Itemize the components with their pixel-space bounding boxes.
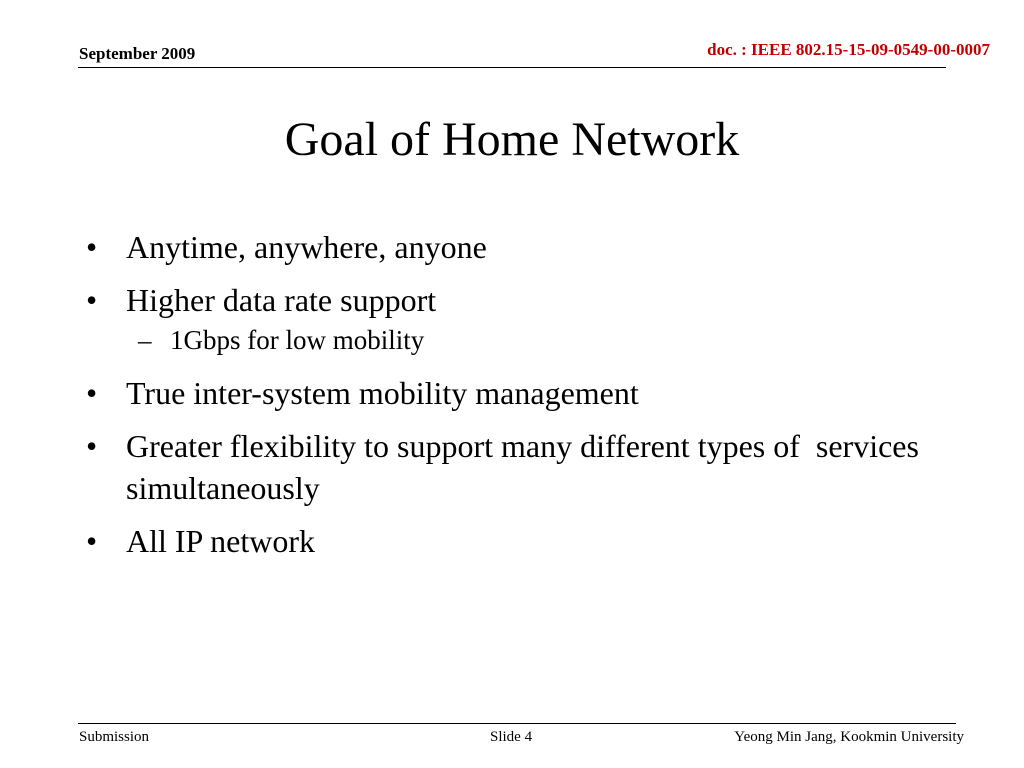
bullet-text: True inter-system mobility management	[126, 375, 639, 411]
bullet-item	[86, 372, 946, 414]
footer-author: Yeong Min Jang, Kookmin University	[734, 729, 964, 745]
slide-title: Goal of Home Network	[284, 113, 740, 166]
bullet-item	[86, 226, 946, 268]
dash-marker: –	[138, 325, 152, 355]
sub-bullet-text: 1Gbps for low mobility	[170, 325, 425, 355]
bullet-marker: •	[86, 375, 98, 411]
footer-slide-number: Slide 4	[490, 729, 533, 745]
header-date: September 2009	[79, 44, 196, 63]
bullet-item	[86, 279, 946, 321]
footer-divider	[78, 723, 956, 724]
bullet-marker: •	[86, 523, 98, 559]
bullet-text: Higher data rate support	[126, 282, 437, 318]
bullet-item	[86, 425, 946, 509]
bullet-item	[86, 520, 946, 562]
slide-body	[86, 226, 946, 573]
bullet-marker: •	[86, 428, 98, 464]
bullet-marker: •	[86, 282, 98, 318]
bullet-text: Anytime, anywhere, anyone	[126, 229, 487, 265]
footer-submission: Submission	[79, 729, 150, 745]
bullet-text: All IP network	[126, 523, 316, 559]
header-divider	[78, 67, 946, 68]
bullet-text: Greater flexibility to support many different types of services simultaneously	[126, 428, 927, 506]
header-doc-id: doc. : IEEE 802.15-15-09-0549-00-0007	[707, 40, 990, 59]
bullet-marker: •	[86, 229, 98, 265]
sub-bullet-item	[86, 324, 946, 356]
